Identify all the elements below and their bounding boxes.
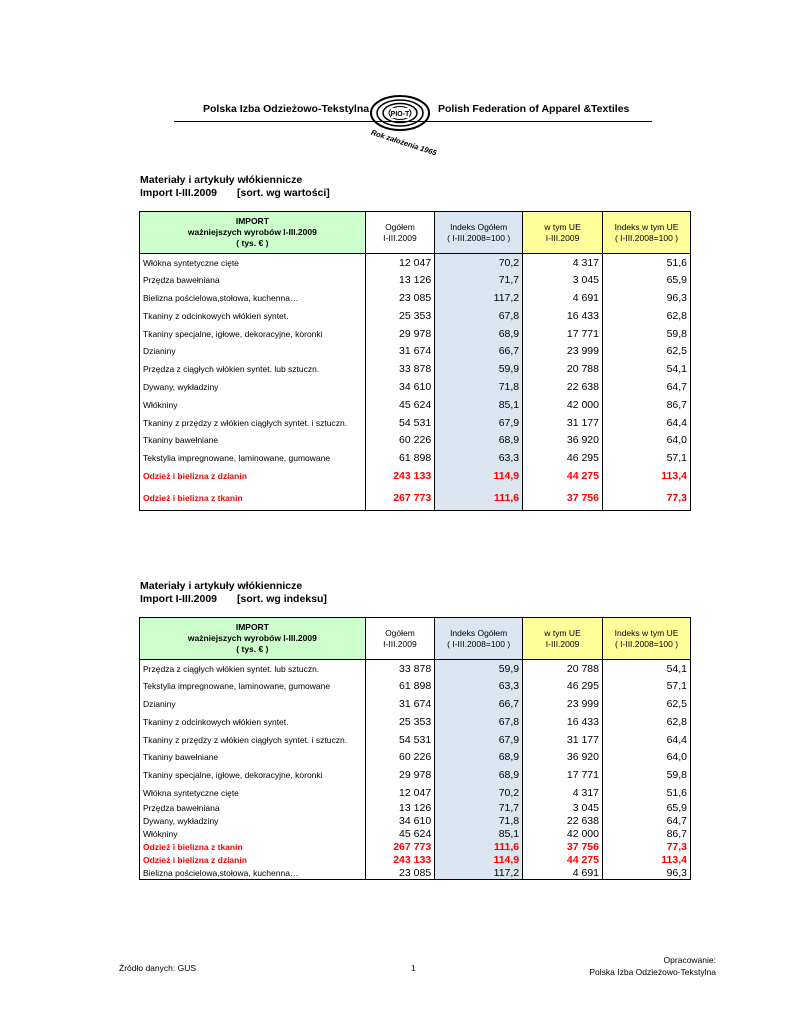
row-index-total: 63,3: [435, 677, 523, 695]
row-name: Dywany, wykładziny: [140, 378, 366, 396]
row-eu: 44 275: [523, 467, 603, 485]
row-index-eu: 57,1: [603, 449, 691, 467]
row-index-total: 114,9: [435, 854, 523, 867]
row-total: 60 226: [365, 748, 434, 766]
section-1-title: [140, 174, 330, 200]
row-total: 54 531: [365, 414, 434, 432]
row-index-total: 67,8: [435, 307, 523, 325]
row-total: 45 624: [365, 828, 434, 841]
footer-prepared: [589, 954, 716, 978]
row-name: Tkaniny z odcinkowych włókien syntet.: [140, 713, 366, 731]
section-2-title-line1: Materiały i artykuły włókiennicze: [140, 580, 303, 592]
row-index-eu: 51,6: [603, 784, 691, 802]
section-1-title-line2: [140, 187, 330, 200]
section-1-import-label: Import I-III.2009: [140, 187, 218, 199]
row-total: 243 133: [365, 467, 434, 485]
row-total: 29 978: [365, 766, 434, 784]
row-index-eu: 113,4: [603, 467, 691, 485]
header-index-total: Indeks Ogółem ( I-III.2008=100 ): [435, 618, 523, 660]
row-name: Tkaniny specjalne, igłowe, dekoracyjne, koronki: [140, 325, 366, 343]
row-index-total: 66,7: [435, 695, 523, 713]
table-row: [140, 342, 691, 360]
row-name: Dywany, wykładziny: [140, 815, 366, 828]
row-index-eu: 65,9: [603, 802, 691, 815]
row-index-eu: 51,6: [603, 254, 691, 272]
row-index-total: 70,2: [435, 254, 523, 272]
row-index-total: 111,6: [435, 485, 523, 511]
row-index-total: 68,9: [435, 766, 523, 784]
row-eu: 20 788: [523, 360, 603, 378]
table-row: [140, 431, 691, 449]
row-index-eu: 64,4: [603, 414, 691, 432]
table-header-row: [140, 618, 691, 660]
row-index-total: 71,8: [435, 815, 523, 828]
table-row: [140, 784, 691, 802]
row-index-eu: 57,1: [603, 677, 691, 695]
row-name: Tekstylia impregnowane, laminowane, gumowane: [140, 449, 366, 467]
row-eu: 3 045: [523, 802, 603, 815]
table-row: [140, 660, 691, 678]
header-index-eu: Indeks w tym UE ( I-III.2008=100 ): [603, 212, 691, 254]
table-row: [140, 254, 691, 272]
row-name: Tekstylia impregnowane, laminowane, gumowane: [140, 677, 366, 695]
table-header-row: [140, 212, 691, 254]
row-name: Przędza bawełniana: [140, 271, 366, 289]
row-eu: 36 920: [523, 748, 603, 766]
row-name: Tkaniny z przędzy z włókien ciągłych syntet. i sztuczn.: [140, 414, 366, 432]
row-eu: 46 295: [523, 677, 603, 695]
table-row: [140, 414, 691, 432]
row-index-eu: 64,4: [603, 731, 691, 749]
footer-prepared-label: Opracowanie:: [663, 955, 716, 965]
row-total: 267 773: [365, 485, 434, 511]
row-eu: 17 771: [523, 766, 603, 784]
row-name: Przędza z ciągłych włókien syntet. lub sztuczn.: [140, 360, 366, 378]
table-row: [140, 695, 691, 713]
table-body: [140, 254, 691, 511]
row-index-total: 71,7: [435, 271, 523, 289]
row-index-total: 59,9: [435, 660, 523, 678]
row-total: 13 126: [365, 802, 434, 815]
import-table-by-index: [139, 617, 691, 880]
row-index-eu: 59,8: [603, 325, 691, 343]
row-index-eu: 62,5: [603, 695, 691, 713]
row-eu: 36 920: [523, 431, 603, 449]
table-row: [140, 485, 691, 511]
table-row: [140, 841, 691, 854]
row-eu: 42 000: [523, 396, 603, 414]
row-eu: 16 433: [523, 713, 603, 731]
row-total: 12 047: [365, 254, 434, 272]
table-row: [140, 828, 691, 841]
table-row: [140, 378, 691, 396]
row-index-eu: 65,9: [603, 271, 691, 289]
row-eu: 17 771: [523, 325, 603, 343]
header-index-eu: Indeks w tym UE ( I-III.2008=100 ): [603, 618, 691, 660]
row-total: 13 126: [365, 271, 434, 289]
row-index-total: 67,9: [435, 731, 523, 749]
row-index-total: 117,2: [435, 867, 523, 880]
row-index-eu: 86,7: [603, 396, 691, 414]
row-eu: 16 433: [523, 307, 603, 325]
row-name: Tkaniny z odcinkowych włókien syntet.: [140, 307, 366, 325]
table-row: [140, 449, 691, 467]
row-eu: 22 638: [523, 815, 603, 828]
row-name: Dzianiny: [140, 695, 366, 713]
footer-prepared-by: Polska Izba Odzieżowo-Tekstylna: [589, 967, 716, 977]
row-index-total: 117,2: [435, 289, 523, 307]
row-index-eu: 62,8: [603, 713, 691, 731]
row-name: Włókniny: [140, 828, 366, 841]
table-row: [140, 271, 691, 289]
row-total: 31 674: [365, 342, 434, 360]
row-name: Bielizna pościelowa,stołowa, kuchenna…: [140, 289, 366, 307]
row-index-total: 68,9: [435, 748, 523, 766]
row-total: 33 878: [365, 360, 434, 378]
row-index-eu: 64,7: [603, 815, 691, 828]
row-index-eu: 62,8: [603, 307, 691, 325]
table-row: [140, 854, 691, 867]
table-row: [140, 766, 691, 784]
header-total: Ogółem I-III.2009: [365, 212, 434, 254]
row-index-total: 114,9: [435, 467, 523, 485]
header-import: IMPORT ważniejszych wyrobów I-III.2009 ( tys. € ): [140, 212, 366, 254]
table-row: [140, 396, 691, 414]
footer-source: Źródło danych: GUS: [119, 963, 197, 973]
row-name: Odzież i bielizna z tkanin: [140, 485, 366, 511]
row-index-total: 63,3: [435, 449, 523, 467]
table-row: [140, 867, 691, 880]
row-name: Tkaniny specjalne, igłowe, dekoracyjne, koronki: [140, 766, 366, 784]
table-row: [140, 815, 691, 828]
row-eu: 4 317: [523, 784, 603, 802]
row-name: Tkaniny bawełniane: [140, 431, 366, 449]
row-index-total: 71,7: [435, 802, 523, 815]
table-row: [140, 325, 691, 343]
row-total: 267 773: [365, 841, 434, 854]
row-index-total: 111,6: [435, 841, 523, 854]
row-eu: 20 788: [523, 660, 603, 678]
row-eu: 31 177: [523, 414, 603, 432]
row-total: 54 531: [365, 731, 434, 749]
row-eu: 23 999: [523, 695, 603, 713]
page-number: 1: [411, 963, 416, 973]
row-name: Włókna syntetyczne cięte: [140, 784, 366, 802]
table-row: [140, 467, 691, 485]
row-total: 34 610: [365, 378, 434, 396]
row-total: 31 674: [365, 695, 434, 713]
section-2-sort-label: [sort. wg indeksu]: [237, 593, 327, 605]
table-row: [140, 307, 691, 325]
row-total: 23 085: [365, 867, 434, 880]
row-index-total: 66,7: [435, 342, 523, 360]
row-eu: 37 756: [523, 841, 603, 854]
row-eu: 4 691: [523, 289, 603, 307]
row-index-total: 68,9: [435, 431, 523, 449]
row-index-eu: 77,3: [603, 485, 691, 511]
row-eu: 4 691: [523, 867, 603, 880]
row-total: 60 226: [365, 431, 434, 449]
row-index-total: 71,8: [435, 378, 523, 396]
row-index-total: 68,9: [435, 325, 523, 343]
row-index-eu: 64,0: [603, 748, 691, 766]
row-total: 23 085: [365, 289, 434, 307]
row-total: 12 047: [365, 784, 434, 802]
row-index-eu: 54,1: [603, 360, 691, 378]
header-eu: w tym UE I-III.2009: [523, 212, 603, 254]
row-eu: 4 317: [523, 254, 603, 272]
row-total: 34 610: [365, 815, 434, 828]
row-index-total: 59,9: [435, 360, 523, 378]
logo-caption: Rok założenia 1965: [369, 127, 438, 158]
header-import: IMPORT ważniejszych wyrobów I-III.2009 ( tys. € ): [140, 618, 366, 660]
row-name: Odzież i bielizna z tkanin: [140, 841, 366, 854]
row-name: Tkaniny bawełniane: [140, 748, 366, 766]
row-total: 243 133: [365, 854, 434, 867]
row-eu: 42 000: [523, 828, 603, 841]
row-name: Włókniny: [140, 396, 366, 414]
table-body: [140, 660, 691, 880]
row-name: Odzież i bielizna z dzianin: [140, 467, 366, 485]
logo-text: PIO-T: [390, 111, 410, 118]
header-index-total: Indeks Ogółem ( I-III.2008=100 ): [435, 212, 523, 254]
section-1-title-line1: Materiały i artykuły włókiennicze: [140, 174, 303, 186]
section-2-import-label: Import I-III.2009: [140, 593, 218, 605]
row-eu: 3 045: [523, 271, 603, 289]
table-row: [140, 677, 691, 695]
row-index-eu: 86,7: [603, 828, 691, 841]
row-total: 25 353: [365, 307, 434, 325]
row-total: 61 898: [365, 449, 434, 467]
row-index-total: 67,8: [435, 713, 523, 731]
header-eu: w tym UE I-III.2009: [523, 618, 603, 660]
row-index-eu: 113,4: [603, 854, 691, 867]
table-row: [140, 713, 691, 731]
row-name: Przędza bawełniana: [140, 802, 366, 815]
row-index-eu: 77,3: [603, 841, 691, 854]
table-row: [140, 748, 691, 766]
row-index-eu: 96,3: [603, 867, 691, 880]
row-index-eu: 64,7: [603, 378, 691, 396]
row-index-total: 70,2: [435, 784, 523, 802]
header-total: Ogółem I-III.2009: [365, 618, 434, 660]
row-eu: 31 177: [523, 731, 603, 749]
row-index-eu: 96,3: [603, 289, 691, 307]
row-name: Dzianiny: [140, 342, 366, 360]
table-row: [140, 802, 691, 815]
row-eu: 23 999: [523, 342, 603, 360]
row-name: Bielizna pościelowa,stołowa, kuchenna…: [140, 867, 366, 880]
organization-logo: [363, 94, 438, 160]
row-eu: 37 756: [523, 485, 603, 511]
row-eu: 22 638: [523, 378, 603, 396]
row-index-total: 85,1: [435, 828, 523, 841]
row-index-eu: 62,5: [603, 342, 691, 360]
table-row: [140, 289, 691, 307]
org-name-polish: Polska Izba Odzieżowo-Tekstylna: [203, 103, 370, 115]
section-2-title: [140, 580, 327, 606]
table-row: [140, 731, 691, 749]
row-index-total: 85,1: [435, 396, 523, 414]
section-2-title-line2: [140, 593, 327, 606]
section-1-sort-label: [sort. wg wartości]: [237, 187, 330, 199]
row-total: 45 624: [365, 396, 434, 414]
row-total: 29 978: [365, 325, 434, 343]
row-name: Tkaniny z przędzy z włókien ciągłych syntet. i sztuczn.: [140, 731, 366, 749]
import-table-by-value: [139, 211, 691, 511]
table-row: [140, 360, 691, 378]
row-name: Przędza z ciągłych włókien syntet. lub sztuczn.: [140, 660, 366, 678]
row-eu: 46 295: [523, 449, 603, 467]
row-total: 25 353: [365, 713, 434, 731]
row-name: Odzież i bielizna z dzianin: [140, 854, 366, 867]
row-index-total: 67,9: [435, 414, 523, 432]
row-index-eu: 64,0: [603, 431, 691, 449]
row-index-eu: 59,8: [603, 766, 691, 784]
row-total: 61 898: [365, 677, 434, 695]
row-total: 33 878: [365, 660, 434, 678]
row-eu: 44 275: [523, 854, 603, 867]
row-index-eu: 54,1: [603, 660, 691, 678]
org-name-english: Polish Federation of Apparel &Textiles: [438, 103, 630, 115]
row-name: Włókna syntetyczne cięte: [140, 254, 366, 272]
